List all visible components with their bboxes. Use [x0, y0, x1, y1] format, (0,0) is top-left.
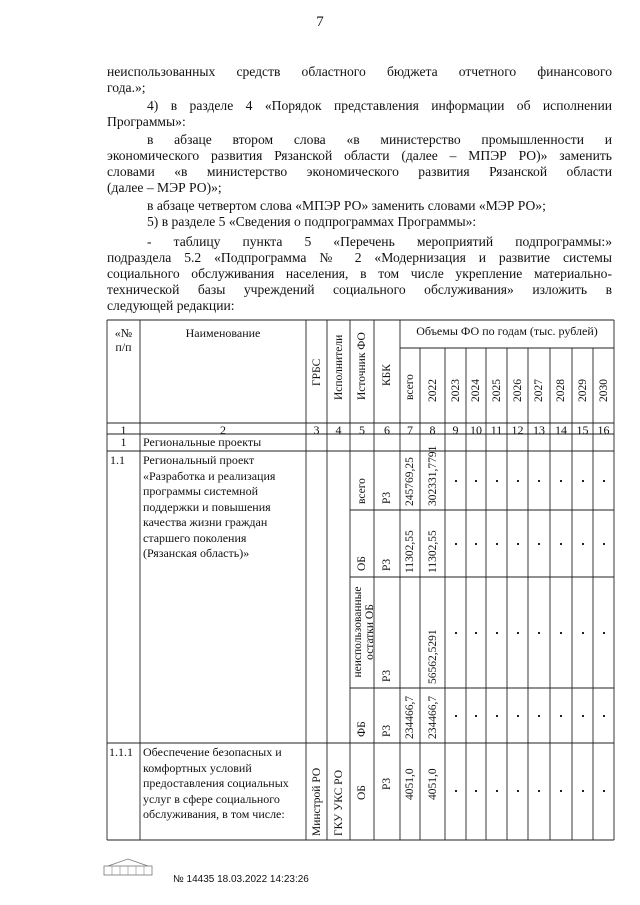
funding-source: ОБ — [356, 556, 368, 571]
column-number: 4 — [335, 423, 342, 437]
total-value: 234466,7 — [404, 695, 416, 739]
empty-value-mark — [475, 790, 477, 792]
column-number: 16 — [597, 423, 610, 437]
funding-source: ФБ — [356, 721, 368, 737]
empty-value-mark — [560, 632, 562, 634]
paragraph-line: подраздела 5.2 «Подпрограмма № 2 «Модернизация и развитие системы — [107, 250, 612, 265]
header-year: 2027 — [533, 379, 545, 402]
empty-value-mark — [455, 790, 457, 792]
header-year: 2026 — [511, 379, 524, 402]
header-year: 2025 — [490, 379, 503, 402]
row-name-line: услуг в сфере социального — [143, 791, 280, 806]
empty-value-mark — [496, 790, 498, 792]
row-number: 1.1.1 — [109, 745, 133, 759]
header-volumes: Объемы ФО по годам (тыс. рублей) — [416, 324, 598, 338]
empty-value-mark — [496, 480, 498, 482]
paragraph-line: Программы»: — [107, 114, 186, 129]
column-number: 9 — [452, 423, 459, 437]
value-2022: 11302,55 — [426, 530, 439, 573]
value-2022: 234466,7 — [426, 695, 439, 739]
empty-value-mark — [517, 632, 519, 634]
empty-value-mark — [455, 715, 457, 717]
empty-value-mark — [475, 543, 477, 545]
row-name-line: Обеспечение безопасных и — [143, 745, 282, 759]
header-kbk: КБК — [381, 364, 393, 386]
column-number: 10 — [470, 423, 482, 437]
row-name: Региональные проекты — [143, 435, 262, 449]
column-number: 15 — [576, 423, 589, 437]
funding-source: неиспользованные остатки ОБ — [352, 586, 376, 678]
empty-value-mark — [475, 715, 477, 717]
empty-value-mark — [538, 632, 540, 634]
column-number: 13 — [533, 423, 545, 437]
empty-value-mark — [582, 480, 584, 482]
empty-value-mark — [560, 715, 562, 717]
column-number: 2 — [220, 423, 226, 437]
empty-value-mark — [538, 480, 540, 482]
funding-source: ОБ — [356, 785, 368, 800]
row-name-line: старшего поколения — [143, 530, 247, 545]
header-executors: Исполнители — [332, 334, 345, 400]
empty-value-mark — [475, 632, 477, 634]
empty-value-mark — [538, 790, 540, 792]
header-grbs: ГРБС — [310, 358, 323, 386]
row-name-line: программы системной — [143, 484, 259, 498]
value-2022: 4051,0 — [426, 768, 439, 800]
paragraph-line: следующей редакции: — [107, 298, 235, 313]
logo-stamp — [102, 856, 162, 878]
header-year: 2028 — [555, 379, 567, 402]
row-name-line: «Разработка и реализация — [143, 468, 276, 483]
kbk-code: Р3 — [381, 777, 393, 790]
paragraph-line: социального обслуживания населения, в том числе укрепление материально- — [107, 266, 612, 281]
row-name-line: (Рязанская область)» — [143, 546, 250, 560]
kbk-code: Р3 — [381, 669, 393, 682]
column-number: 12 — [511, 423, 524, 437]
empty-value-mark — [560, 543, 562, 545]
empty-value-mark — [560, 790, 562, 792]
empty-value-mark — [582, 715, 584, 717]
empty-value-mark — [582, 632, 584, 634]
paragraph-line: года.»; — [107, 80, 146, 95]
column-number: 6 — [384, 423, 390, 437]
row-number: 1.1 — [110, 453, 125, 467]
document-registration-mark: № 14435 18.03.2022 14:23:26 — [173, 874, 309, 885]
header-year: 2030 — [597, 379, 610, 402]
executor-value: ГКУ УКС РО — [332, 769, 345, 836]
column-number: 14 — [555, 423, 567, 437]
column-number: 1 — [120, 423, 127, 437]
paragraph-line: (далее – МЭР РО)»; — [107, 180, 222, 195]
empty-value-mark — [455, 543, 457, 545]
empty-value-mark — [517, 480, 519, 482]
empty-value-mark — [455, 480, 457, 482]
value-2022: 302331,7791 — [426, 445, 439, 506]
value-2022: 56562,5291 — [426, 629, 439, 684]
kbk-code: Р3 — [381, 491, 393, 504]
column-number: 11 — [490, 423, 503, 437]
empty-value-mark — [517, 790, 519, 792]
empty-value-mark — [496, 715, 498, 717]
empty-value-mark — [538, 543, 540, 545]
header-year: 2022 — [426, 379, 439, 402]
row-name-line: Региональный проект — [143, 453, 255, 467]
empty-value-mark — [582, 543, 584, 545]
page-number: 7 — [316, 14, 324, 30]
row-name-line: предоставления социальных — [143, 776, 289, 790]
empty-value-mark — [582, 790, 584, 792]
empty-value-mark — [475, 480, 477, 482]
header-name: Наименование — [185, 326, 261, 340]
empty-value-mark — [603, 790, 605, 792]
row-number: 1 — [120, 435, 127, 449]
empty-value-mark — [603, 480, 605, 482]
empty-value-mark — [560, 480, 562, 482]
total-value: 4051,0 — [404, 768, 416, 800]
building-seal-icon — [102, 856, 162, 878]
paragraph-line: в абзаце четвертом слова «МПЭР РО» заменить словами «МЭР РО»; — [147, 198, 546, 213]
empty-value-mark — [603, 632, 605, 634]
paragraph-line: словами «в министерство экономического развития Рязанской области — [107, 164, 612, 179]
header-number: «№ п/п — [114, 326, 133, 354]
paragraph-line: неиспользованных средств областного бюджета отчетного финансового — [107, 64, 612, 79]
header-year: 2023 — [449, 379, 462, 402]
empty-value-mark — [538, 715, 540, 717]
row-name-line: обслуживания, в том числе: — [143, 807, 285, 821]
row-name-line: комфортных условий — [143, 760, 252, 775]
empty-value-mark — [603, 715, 605, 717]
paragraph-line: 5) в разделе 5 «Сведения о подпрограммах Программы»: — [147, 214, 477, 229]
paragraph-line: 4) в разделе 4 «Порядок представления информации об исполнении — [147, 98, 612, 113]
column-number: 7 — [407, 423, 413, 437]
header-source: Источник ФО — [356, 332, 368, 400]
total-value: 245769,25 — [404, 457, 416, 506]
kbk-code: Р3 — [381, 558, 393, 571]
column-number: 8 — [429, 423, 436, 437]
column-number: 3 — [313, 423, 320, 437]
kbk-code: Р3 — [381, 724, 393, 737]
paragraph-line: технической базы учреждений социального обслуживания» изложить в — [107, 282, 612, 297]
empty-value-mark — [496, 632, 498, 634]
row-name-line: качества жизни граждан — [143, 515, 268, 529]
funding-source: всего — [356, 478, 368, 504]
grbs-value: Минстрой РО — [310, 767, 323, 836]
header-year: 2024 — [470, 379, 482, 402]
empty-value-mark — [455, 632, 457, 634]
header-year: 2029 — [576, 379, 589, 402]
empty-value-mark — [517, 543, 519, 545]
column-number: 5 — [359, 423, 365, 437]
header-total: всего — [404, 374, 416, 400]
empty-value-mark — [517, 715, 519, 717]
total-value: 11302,55 — [404, 530, 416, 573]
empty-value-mark — [496, 543, 498, 545]
paragraph-line: в абзаце втором слова «в министерство промышленности и — [147, 132, 612, 147]
paragraph-line: - таблицу пункта 5 «Перечень мероприятий подпрограммы:» — [147, 234, 612, 249]
paragraph-line: экономического развития Рязанской области (далее – МПЭР РО)» заменить — [107, 148, 612, 163]
empty-value-mark — [603, 543, 605, 545]
row-name-line: поддержки и повышения — [143, 499, 271, 514]
